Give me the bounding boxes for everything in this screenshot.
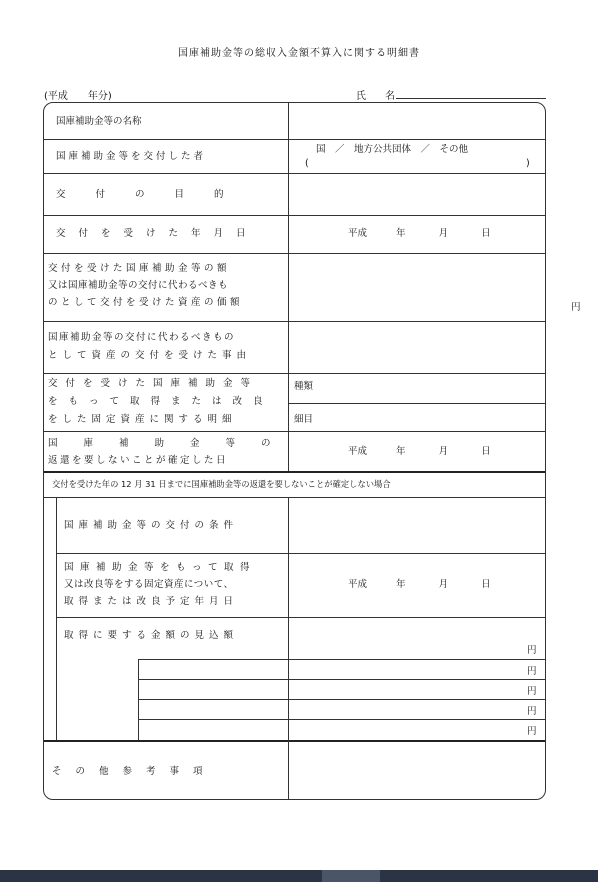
day-text: 日: [481, 579, 491, 590]
grant-amount-yen: 円: [571, 302, 581, 313]
bottom-bar: [0, 870, 598, 882]
breakdown-yen-4: 円: [527, 726, 537, 737]
fixed-asset-label-line1: 交付を受けた国庫補助金等: [48, 378, 259, 389]
year-text: 年: [396, 579, 406, 590]
era-text: 平成: [348, 446, 368, 457]
no-return-date-field[interactable]: [348, 443, 491, 460]
fixed-asset-label-line3: をした固定資産に関する明細: [48, 414, 237, 425]
grantor-other-paren-open: (: [305, 158, 309, 169]
grant-amount-label-line2: 又は国庫補助金等の交付に代わるべきも: [48, 280, 229, 291]
asset-reason-label-line1: 国庫補助金等の交付に代わるべきもの: [48, 332, 236, 343]
name-field[interactable]: [396, 98, 546, 99]
breakdown-yen-3: 円: [527, 706, 537, 717]
no-return-date-label-line1: 国庫補助金等の: [48, 438, 297, 449]
era-text: 平成: [348, 228, 368, 239]
grant-amount-label-line3: のとして交付を受けた資産の価額: [48, 297, 244, 308]
year-text: 年: [396, 446, 406, 457]
fiscal-year-label: (平成 年分): [44, 91, 112, 102]
day-text: 日: [481, 228, 491, 239]
planned-date-label-line3: 取得または改良予定年月日: [64, 596, 239, 607]
estimated-cost-yen: 円: [527, 645, 537, 656]
purpose-label: 交付の目的: [56, 189, 254, 200]
planned-date-label-line1: 国庫補助金等をもって取得: [64, 562, 257, 573]
section-header: 交付を受けた年の 12 月 31 日までに国庫補助金等の返還を要しないことが確定しない場合: [52, 479, 391, 489]
month-text: 月: [438, 228, 449, 239]
asset-reason-label-line2: として資産の交付を受けた事由: [48, 350, 252, 361]
bottom-bar-tab[interactable]: [322, 870, 380, 882]
document-title: 国庫補助金等の総収入金額不算入に関する明細書: [178, 48, 420, 59]
grant-condition-label: 国庫補助金等の交付の条件: [64, 520, 239, 531]
month-text: 月: [438, 579, 449, 590]
day-text: 日: [481, 446, 491, 457]
asset-detail-label: 細目: [294, 414, 314, 425]
grant-date-label: 交付を受けた年月日: [56, 228, 259, 239]
planned-date-field[interactable]: [348, 576, 491, 593]
name-label: 氏 名: [356, 91, 404, 102]
month-text: 月: [438, 446, 449, 457]
breakdown-yen-2: 円: [527, 686, 537, 697]
breakdown-yen-1: 円: [527, 666, 537, 677]
asset-kind-label: 種類: [294, 381, 314, 392]
other-notes-text: その他参考事項: [52, 766, 217, 777]
grant-amount-label-line1: 交付を受けた国庫補助金等の額: [48, 263, 231, 274]
statement-form: [43, 102, 581, 800]
grant-date-field[interactable]: [348, 225, 491, 242]
grantor-options[interactable]: 国 ／ 地方公共団体 ／ その他: [316, 144, 469, 155]
era-text: 平成: [348, 579, 368, 590]
no-return-date-label-line2: 返還を要しないことが確定した日: [48, 455, 229, 466]
other-notes-label: [52, 763, 217, 780]
year-text: 年: [396, 228, 406, 239]
grant-name-text: 国庫補助金等の名称: [56, 116, 142, 127]
grantor-other-paren-close: ): [526, 158, 530, 169]
grantor-label: 国庫補助金等を交付した者: [56, 151, 207, 162]
grant-name-label: [56, 113, 278, 130]
fixed-asset-label-line2: をもって取得または改良: [48, 396, 274, 407]
estimated-cost-label: 取得に要する金額の見込額: [64, 630, 239, 641]
planned-date-label-line2: 又は改良等をする固定資産について、: [64, 579, 234, 590]
